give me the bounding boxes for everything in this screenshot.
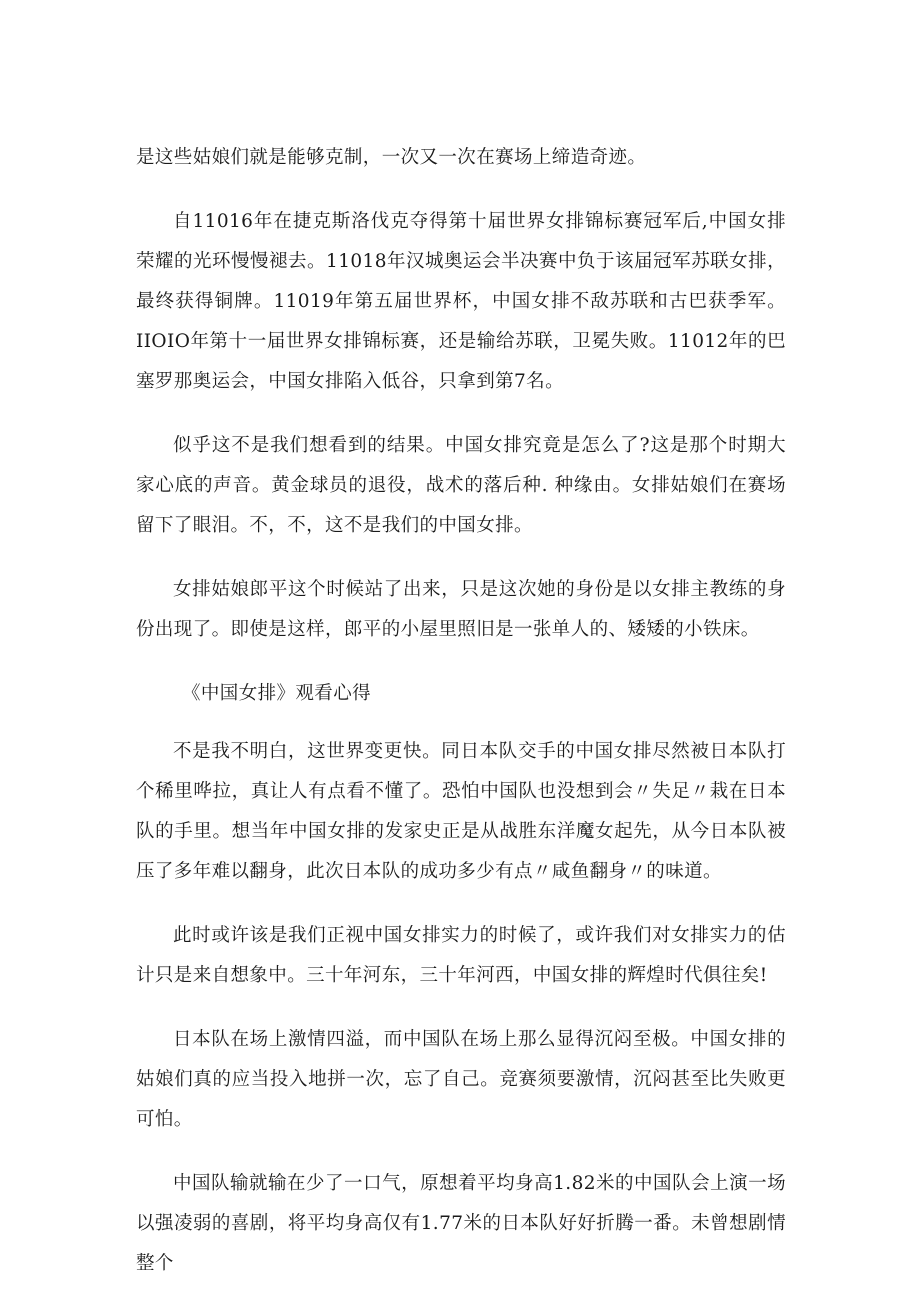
paragraph-6: 此时或许该是我们正视中国女排实力的时候了，或许我们对女排实力的估计只是来自想象中。三十年河东，三十年河西，中国女排的辉煌时代俱往矣! [136,925,786,986]
paragraph-8: 中国队输就输在少了一口气，原想着平均身高1.82米的中国队会上演一场以强凌弱的喜剧，将平均身高仅有1.77米的日本队好好折腾一番。未曾想剧情整个 [136,1173,786,1274]
paragraph-7: 日本队在场上激情四溢，而中国队在场上那么显得沉闷至极。中国女排的姑娘们真的应当投入地拼一次，忘了自己。竞赛须要激情，沉闷甚至比失败更可怕。 [136,1029,786,1130]
section-subheading: 《中国女排》观看心得 [182,683,372,704]
paragraph-4: 女排姑娘郎平这个时候站了出来，只是这次她的身份是以女排主教练的身份出现了。即使是这样，郎平的小屋里照旧是一张单人的、矮矮的小铁床。 [136,579,786,640]
paragraph-1: 是这些姑娘们就是能够克制，一次又一次在赛场上缔造奇迹。 [136,147,647,168]
paragraph-2: 自11016年在捷克斯洛伐克夺得第十届世界女排锦标赛冠军后,中国女排荣耀的光环慢慢褪去。11018年汉城奥运会半决赛中负于该届冠军苏联女排，最终获得铜牌。11019年第五届世界杯，中国女排不敌苏联和古巴获季军。IIOIO年第十一届世界女排锦标赛，还是输给苏联，卫冕失败。11012年的巴塞罗那奥运会，中国女排陷入低谷，只拿到第7名。 [136,211,786,392]
paragraph-3: 似乎这不是我们想看到的结果。中国女排究竟是怎么了?这是那个时期大家心底的声音。黄金球员的退役，战术的落后种. 种缘由。女排姑娘们在赛场留下了眼泪。不，不，这不是我们的中国女排。 [136,435,786,536]
paragraph-5: 不是我不明白，这世界变更快。同日本队交手的中国女排尽然被日本队打个稀里哗拉，真让人有点看不懂了。恐怕中国队也没想到会〃失足〃栽在日本队的手里。想当年中国女排的发家史正是从战胜东洋魔女起先，从今日本队被压了多年难以翻身，此次日本队的成功多少有点〃咸鱼翻身〃的味道。 [136,741,786,882]
document-page [136,138,786,1308]
